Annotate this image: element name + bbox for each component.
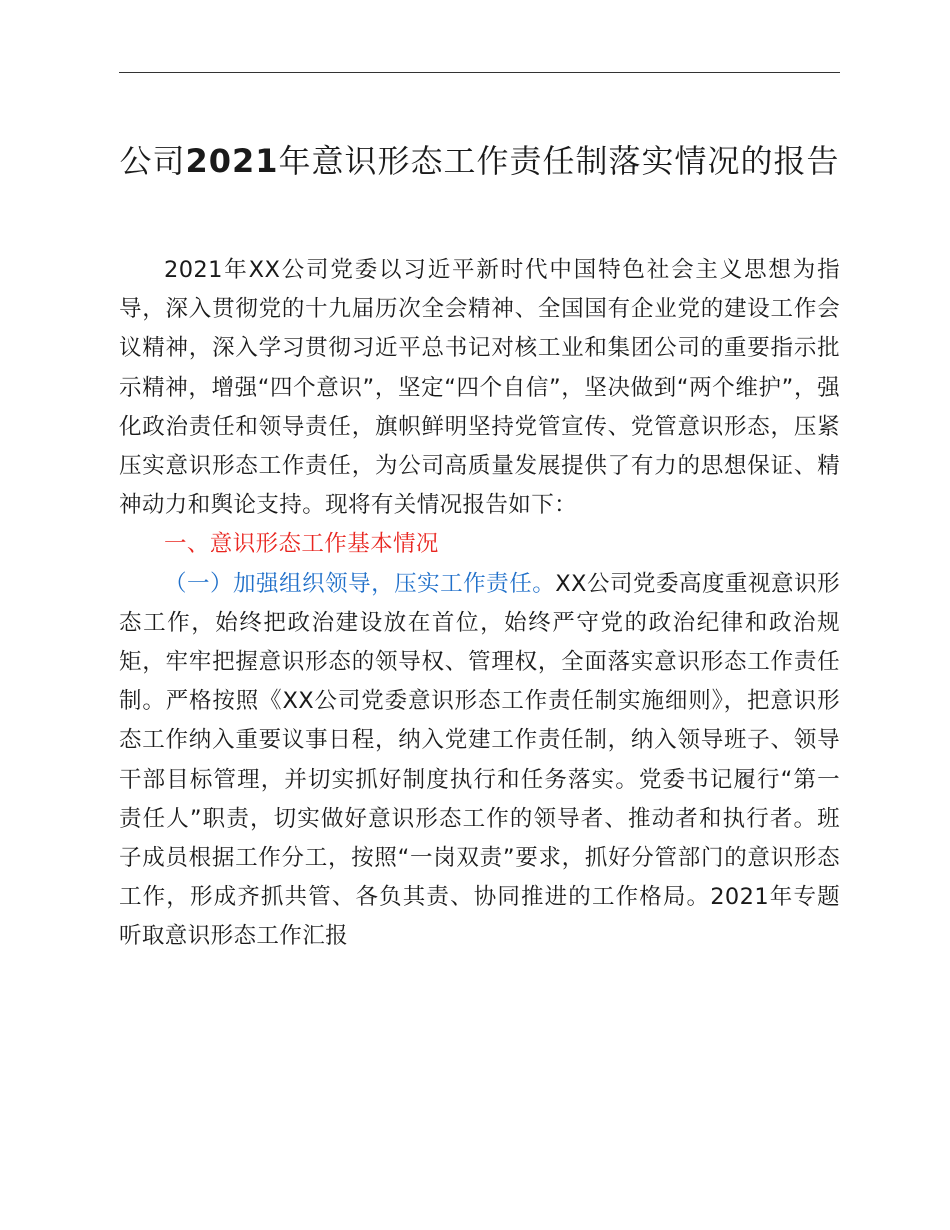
intro-paragraph: 2021年XX公司党委以习近平新时代中国特色社会主义思想为指导，深入贯彻党的十九届历次全会精神、全国国有企业党的建设工作会议精神，深入学习贯彻习近平总书记对核工业和集团公司的重要指示批示精神，增强“四个意识”，坚定“四个自信”，坚决做到“两个维护”，强化政治责任和领导责任，旗帜鲜明坚持党管宣传、党管意识形态，压紧压实意识形态工作责任，为公司高质量发展提供了有力的思想保证、精神动力和舆论支持。现将有关情况报告如下： [119, 257, 840, 519]
subsection-heading: （一）加强组织领导，压实工作责任。 [164, 570, 556, 597]
title-part1: 公司 [119, 142, 186, 180]
title-year: 2021 [185, 142, 279, 180]
title-part2: 年意识形态工作责任制落实情况的报告 [278, 142, 840, 180]
document-title [119, 136, 840, 186]
subsection-body: XX公司党委高度重视意识形态工作，始终把政治建设放在首位，始终严守党的政治纪律和政治规矩，牢牢把握意识形态的领导权、管理权，全面落实意识形态工作责任制。严格按照《XX公司党委意识形态工作责任制实施细则》，把意识形态工作纳入重要议事日程，纳入党建工作责任制，纳入领导班子、领导干部目标管理，并切实抓好制度执行和任务落实。党委书记履行“第一责任人”职责，切实做好意识形态工作的领导者、推动者和执行者。班子成员根据工作分工，按照“一岗双责”要求，抓好分管部门的意识形态工作，形成齐抓共管、各负其责、协同推进的工作格局。2021年专题听取意识形态工作汇报 [119, 570, 840, 950]
subsection-paragraph [119, 565, 840, 957]
section-heading: 一、意识形态工作基本情况 [164, 531, 439, 558]
document-body [119, 251, 840, 957]
header-rule [119, 72, 840, 73]
